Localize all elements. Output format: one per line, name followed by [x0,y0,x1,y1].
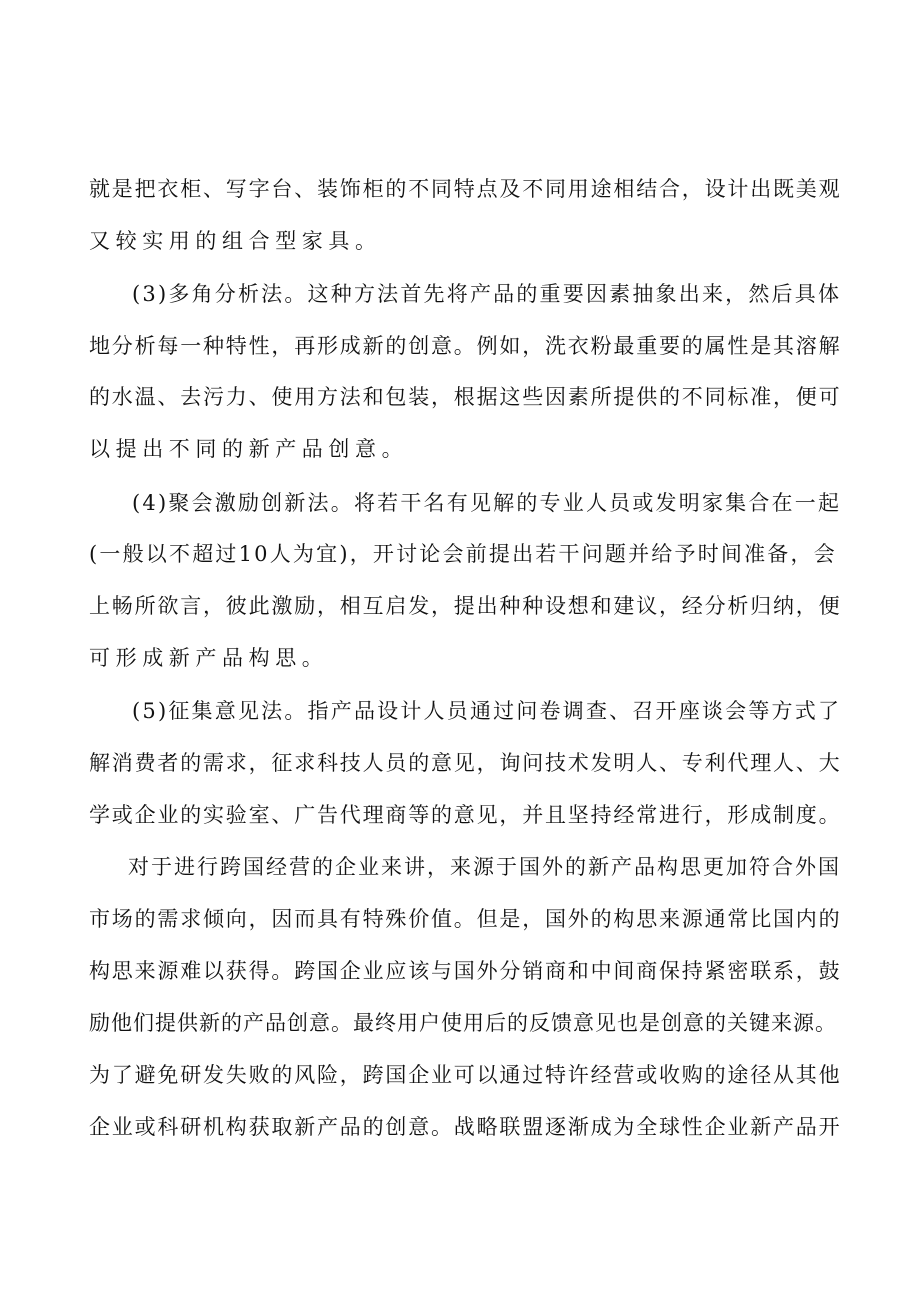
text-line: 地分析每一种特性，再形成新的创意。例如，洗衣粉最重要的属性是其溶解 [89,334,842,358]
text-line: 企业或科研机构获取新产品的创意。战略联盟逐渐成为全球性企业新产品开 [89,1115,842,1139]
paragraph-heading-5: (5)征集意见法。指产品设计人员通过问卷调查、召开座谈会等方式了 [132,699,842,723]
text-line: 可形成新产品构思。 [89,646,329,670]
text-line: (一般以不超过10人为宜)，开讨论会前提出若干问题并给予时间准备，会 [89,542,837,566]
text-line: 就是把衣柜、写字台、装饰柜的不同特点及不同用途相结合，设计出既美观 [89,177,842,201]
paragraph-start: 对于进行跨国经营的企业来讲，来源于国外的新产品构思更加符合外国 [128,855,841,879]
text-line: 为了避免研发失败的风险，跨国企业可以通过特许经营或收购的途径从其他 [89,1063,842,1087]
text-line: 励他们提供新的产品创意。最终用户使用后的反馈意见也是创意的关键来源。 [89,1011,837,1035]
paragraph-heading-3: (3)多角分析法。这种方法首先将产品的重要因素抽象出来，然后具体 [132,282,842,306]
text-line: 解消费者的需求，征求科技人员的意见，询问技术发明人、专利代理人、大 [89,751,842,775]
text-line: 构思来源难以获得。跨国企业应该与国外分销商和中间商保持紧密联系，鼓 [89,959,842,983]
text-line: 又较实用的组合型家具。 [89,229,382,253]
text-line: 以提出不同的新产品创意。 [89,437,409,461]
text-line: 上畅所欲言，彼此激励，相互启发，提出种种设想和建议，经分析归纳，便 [89,594,842,618]
paragraph-heading-4: (4)聚会激励创新法。将若干名有见解的专业人员或发明家集合在一起 [132,491,842,515]
text-line: 市场的需求倾向，因而具有特殊价值。但是，国外的构思来源通常比国内的 [89,907,842,931]
text-line: 的水温、去污力、使用方法和包装，根据这些因素所提供的不同标准，便可 [89,385,842,409]
text-line: 学或企业的实验室、广告代理商等的意见，并且坚持经常进行，形成制度。 [89,803,842,827]
